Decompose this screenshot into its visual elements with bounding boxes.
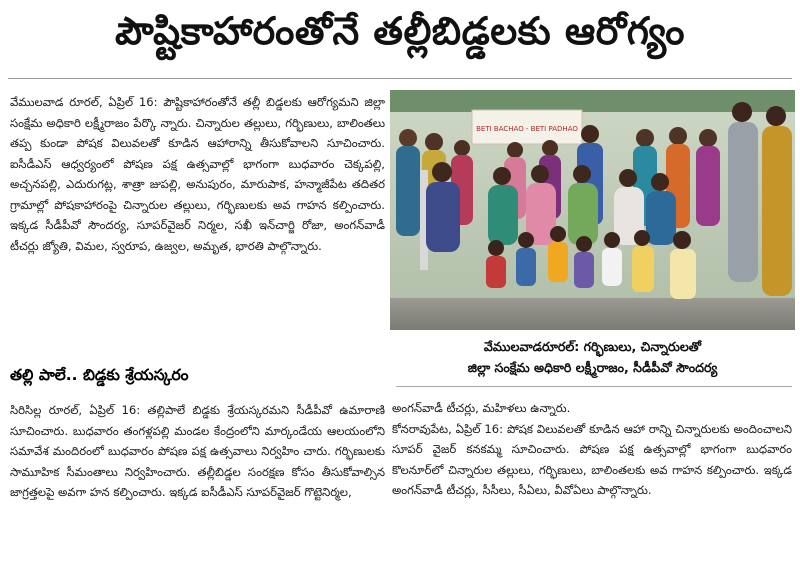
photo-caption	[390, 336, 795, 378]
story-2-body	[10, 400, 385, 503]
story-2-heading: తల్లి పాలే.. బిడ్డకు శ్రేయస్కరం	[10, 366, 189, 384]
story-1-body	[10, 92, 385, 256]
news-photo	[390, 90, 795, 330]
story-3-text: కోనరావుపేట, ఏప్రిల్ 16: పోషక విలువలతో కూడిన ఆహా రాన్ని చిన్నారులకు అందించాలని సూపర్ వైజర్ కనకమ్మ సూచించారు. పోషణ పక్ష ఉత్సవాల్లో భాగంగా బుధవారం కొలనూర్‌లో చిన్నారుల తల్లులు, గర్భిణులు, బాలింతలకు అవ గాహన కల్పించారు. ఇక్కడ అంగన్‌వాడీ టీచర్లు, సీసీలు, సీఏలు, వీవోఏలు పాల్గొన్నారు.	[392, 421, 792, 497]
banner-text: BETI BACHAO - BETI PADHAO	[476, 125, 578, 133]
story-2-text: సిరిసిల్ల రూరల్, ఏప్రిల్ 16: తల్లిపాలే బిడ్డకు శ్రేయస్కరమని సీడీపీవో ఉమారాణి సూచించారు. బుధవారం తంగళ్లపల్లి మండల కేంద్రంలోని మార్కండేయ ఆలయంలోని సమావేశ మందిరంలో బుధవారం పోషణ పక్ష ఉత్సవాలు నిర్వహిం చారు. గర్భిణులకు సామూహిక సీమంతాలు నిర్వహించారు. తల్లీబిడ్డల సంరక్షణ కోసం తీసుకోవాల్సిన జాగ్రత్తలపై అవగా హన కల్పించారు. ఇక్కడ ఐసీడీఎస్ సూపర్‌వైజర్ గొట్టెనిర్మల,	[10, 403, 385, 499]
caption-line-2: జిల్లా సంక్షేమ అధికారి లక్ష్మీరాజం, సీడీపీవో సౌందర్య	[467, 360, 718, 375]
caption-divider	[396, 386, 792, 387]
story-3-body	[392, 398, 792, 501]
headline-divider	[8, 78, 792, 79]
headline: పౌష్టికాహారంతోనే తల్లీబిడ్డలకు ఆరోగ్యం	[114, 9, 686, 53]
story-1-text: వేములవాడ రూరల్, ఏప్రిల్ 16: పౌష్టికాహారంతోనే తల్లీ బిడ్డలకు ఆరోగ్యమని జిల్లా సంక్షేమ అధికారి లక్ష్మీరాజం పేర్కొ న్నారు. చిన్నారుల తల్లులు, గర్భిణులు, బాలింతలు తప్ప కుండా పోషక విలువలతో కూడిన ఆహారాన్ని తీసుకోవాలని సూచించారు. ఐసీడీఎస్ ఆధ్వర్యంలో పోషణ పక్ష ఉత్సవాల్లో భాగంగా బుధవారం చెక్కపల్లి, అచ్చనపల్లి, ఎదురుగట్ల, శాత్రా జుపల్లి, అనుపురం, మారుపాక, హన్మాజీపేట తదితర గ్రామాల్లో పోషకాహారంపై చిన్నారుల తల్లులు, గర్భిణులకు అవ గాహన కల్పించారు. ఇక్కడ సీడీపీవో సౌందర్య, సూపర్‌వైజర్ నిర్మల, సఖీ ఇన్‌చార్జి రోజా, అంగన్‌వాడీ టీచర్లు జ్యోతి, విమల, స్వరూప, ఉజ్వల, అమృత, భారతి పాల్గొన్నారు.	[10, 95, 385, 253]
story-2-continuation: అంగన్‌వాడీ టీచర్లు, మహిళలు ఉన్నారు.	[392, 401, 571, 415]
caption-line-1: వేములవాడరూరల్: గర్భిణులు, చిన్నారులతో	[483, 339, 702, 354]
